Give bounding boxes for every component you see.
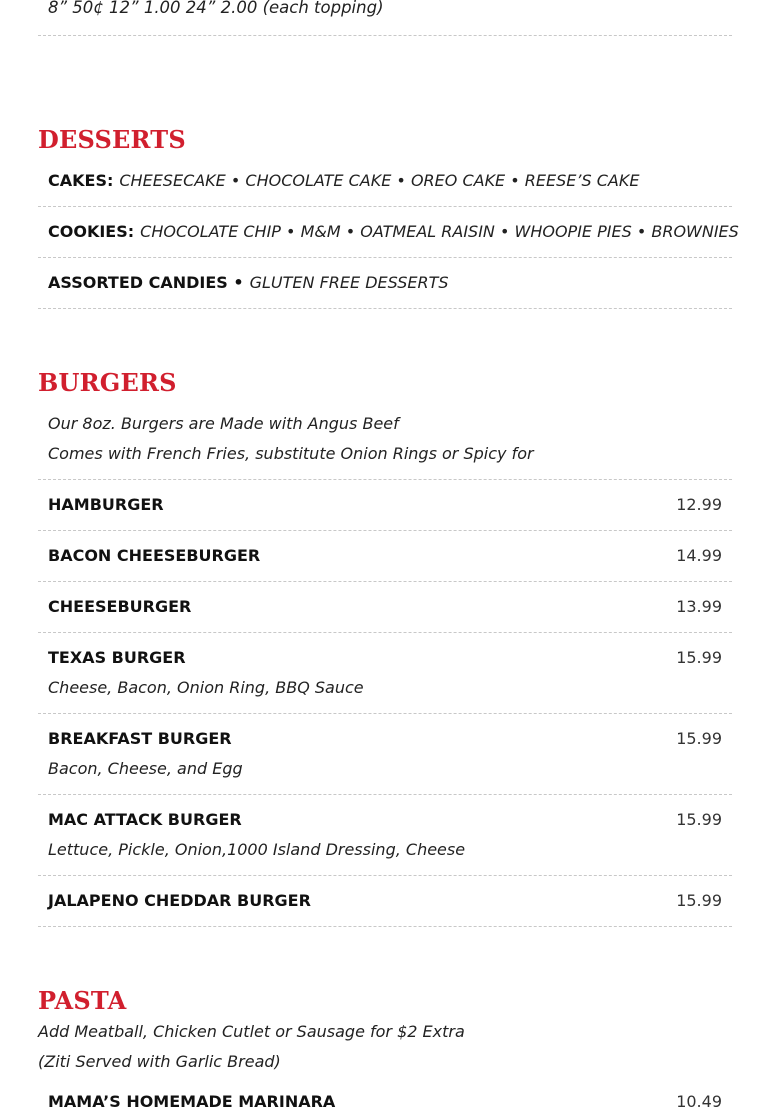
item-price: 10.49 xyxy=(676,1092,722,1111)
divider xyxy=(38,926,732,927)
desserts-title: DESSERTS xyxy=(38,125,186,154)
cookies-label: COOKIES: xyxy=(48,222,135,241)
item-price: 13.99 xyxy=(676,597,722,616)
cakes-label: CAKES: xyxy=(48,171,114,190)
pasta-note-ziti: (Ziti Served with Garlic Bread) xyxy=(38,1052,281,1071)
divider xyxy=(38,581,732,582)
item-name: TEXAS BURGER xyxy=(48,648,186,667)
item-price: 15.99 xyxy=(676,729,722,748)
item-name: MAMA’S HOMEMADE MARINARA xyxy=(48,1092,336,1111)
item-name: MAC ATTACK BURGER xyxy=(48,810,242,829)
item-price: 15.99 xyxy=(676,891,722,910)
item-name: BACON CHEESEBURGER xyxy=(48,546,261,565)
candies-label: ASSORTED CANDIES • xyxy=(48,273,244,292)
burgers-note-sides: Comes with French Fries, substitute Onion Rings or Spicy for xyxy=(48,444,534,463)
burgers-note-beef: Our 8oz. Burgers are Made with Angus Beef xyxy=(48,414,399,433)
candies-items: GLUTEN FREE DESSERTS xyxy=(249,273,449,292)
item-name: CHEESEBURGER xyxy=(48,597,192,616)
item-description: Lettuce, Pickle, Onion,1000 Island Dressing, Cheese xyxy=(48,840,466,859)
dessert-cakes-line xyxy=(48,171,639,190)
item-name: HAMBURGER xyxy=(48,495,164,514)
cakes-items: CHEESECAKE • CHOCOLATE CAKE • OREO CAKE • REESE’S CAKE xyxy=(119,171,640,190)
divider xyxy=(38,479,732,480)
item-name: BREAKFAST BURGER xyxy=(48,729,232,748)
item-name: JALAPENO CHEDDAR BURGER xyxy=(48,891,311,910)
divider xyxy=(38,632,732,633)
item-description: Cheese, Bacon, Onion Ring, BBQ Sauce xyxy=(48,678,364,697)
item-price: 15.99 xyxy=(676,648,722,667)
divider xyxy=(38,530,732,531)
item-price: 14.99 xyxy=(676,546,722,565)
divider xyxy=(38,713,732,714)
dessert-candies-line xyxy=(48,273,449,292)
item-description: Bacon, Cheese, and Egg xyxy=(48,759,243,778)
dessert-cookies-line xyxy=(48,222,739,241)
cookies-items: CHOCOLATE CHIP • M&M • OATMEAL RAISIN • WHOOPIE PIES • BROWNIES xyxy=(140,222,739,241)
divider xyxy=(38,206,732,207)
item-price: 15.99 xyxy=(676,810,722,829)
divider xyxy=(38,308,732,309)
divider xyxy=(38,257,732,258)
topping-price-note: 8” 50¢ 12” 1.00 24” 2.00 (each topping) xyxy=(48,0,384,17)
burgers-title: BURGERS xyxy=(38,368,177,397)
divider xyxy=(38,35,732,36)
divider xyxy=(38,875,732,876)
pasta-note-extras: Add Meatball, Chicken Cutlet or Sausage for $2 Extra xyxy=(38,1022,465,1041)
item-price: 12.99 xyxy=(676,495,722,514)
divider xyxy=(38,794,732,795)
pasta-title: PASTA xyxy=(38,986,127,1015)
